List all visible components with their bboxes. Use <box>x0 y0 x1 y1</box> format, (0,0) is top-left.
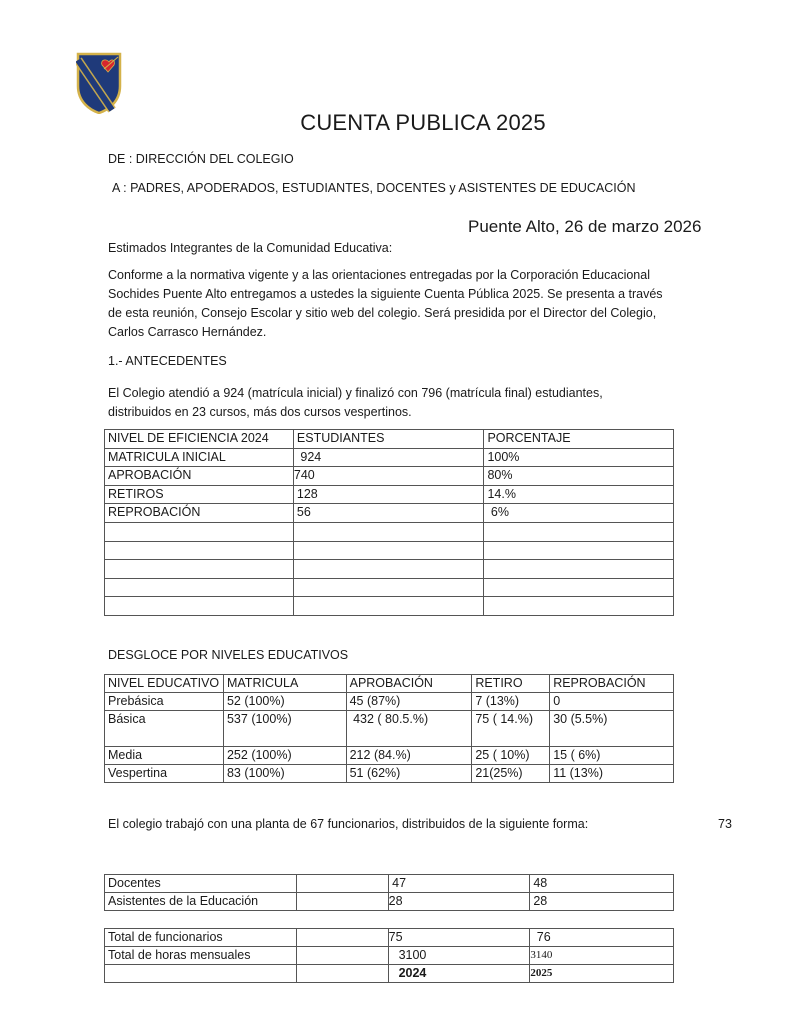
cell: 83 (100%) <box>223 765 346 783</box>
cell: Vespertina <box>105 765 224 783</box>
table-row <box>105 929 674 947</box>
cell: 56 <box>293 504 484 523</box>
header-cell: PORCENTAJE <box>484 430 674 449</box>
cell: 52 (100%) <box>223 693 346 711</box>
table-row-empty <box>105 522 674 541</box>
cell: 740 <box>293 467 484 486</box>
cell <box>296 929 388 947</box>
table-row <box>105 711 674 747</box>
cell: 28 <box>530 893 674 911</box>
cell: Total de horas mensuales <box>105 947 297 965</box>
cell: Básica <box>105 711 224 747</box>
cell: 45 (87%) <box>346 693 472 711</box>
table-header-row <box>105 430 674 449</box>
to-line: A : PADRES, APODERADOS, ESTUDIANTES, DOCENTES y ASISTENTES DE EDUCACIÓN <box>112 181 636 195</box>
cell: Total de funcionarios <box>105 929 297 947</box>
school-crest-logo <box>76 52 122 114</box>
date-line: Puente Alto, 26 de marzo 2026 <box>468 217 702 236</box>
intro-paragraph: Conforme a la normativa vigente y a las orientaciones entregadas por la Corporación Educacional Sochides Puente Alto entregamos a ustedes la siguiente Cuenta Pública 2025. Se presenta a través de esta reunión, Consejo Escolar y sitio web del colegio. Será presidida por el Director del Colegio, Carlos Carrasco Hernández. <box>108 268 663 339</box>
table-row <box>105 765 674 783</box>
section-heading-antecedentes: 1.- ANTECEDENTES <box>108 354 227 368</box>
document-title: CUENTA PUBLICA 2025 <box>300 110 546 135</box>
table-row-empty <box>105 578 674 597</box>
cell: REPROBACIÓN <box>105 504 294 523</box>
cell <box>296 875 388 893</box>
greeting: Estimados Integrantes de la Comunidad Educativa: <box>108 241 393 255</box>
table-row <box>105 747 674 765</box>
from-line: DE : DIRECCIÓN DEL COLEGIO <box>108 152 294 166</box>
header-cell: RETIRO <box>472 675 550 693</box>
header-cell: REPROBACIÓN <box>550 675 674 693</box>
cell: 15 ( 6%) <box>550 747 674 765</box>
header-cell: NIVEL EDUCATIVO <box>105 675 224 693</box>
cell: 11 (13%) <box>550 765 674 783</box>
cell: Docentes <box>105 875 297 893</box>
table-header-row <box>105 675 674 693</box>
header-cell: MATRICULA <box>223 675 346 693</box>
cell <box>296 965 388 983</box>
table-row <box>105 448 674 467</box>
staff-sentence: El colegio trabajó con una planta de 67 funcionarios, distribuidos de la siguiente forma: <box>108 817 589 831</box>
table-row <box>105 467 674 486</box>
cell: 6% <box>484 504 674 523</box>
cell: 21(25%) <box>472 765 550 783</box>
breakdown-heading: DESGLOCE POR NIVELES EDUCATIVOS <box>108 648 349 662</box>
cell: 3140 <box>530 947 674 965</box>
cell: 14.% <box>484 485 674 504</box>
table-row-empty <box>105 597 674 616</box>
table-row <box>105 875 674 893</box>
cell: RETIROS <box>105 485 294 504</box>
cell: 25 ( 10%) <box>472 747 550 765</box>
cell: 80% <box>484 467 674 486</box>
table-row <box>105 693 674 711</box>
totals-table <box>104 928 674 983</box>
table-row <box>105 893 674 911</box>
cell: 252 (100%) <box>223 747 346 765</box>
cell: 7 (13%) <box>472 693 550 711</box>
table-row <box>105 485 674 504</box>
header-cell: APROBACIÓN <box>346 675 472 693</box>
efficiency-table <box>104 429 674 616</box>
table-row <box>105 965 674 983</box>
antecedentes-paragraph: El Colegio atendió a 924 (matrícula inicial) y finalizó con 796 (matrícula final) estudiantes, distribuidos en 23 cursos, más dos cursos vespertinos. <box>108 386 603 419</box>
cell: 0 <box>550 693 674 711</box>
cell: 537 (100%) <box>223 711 346 747</box>
year-label-2024: 2024 <box>388 965 530 983</box>
cell: Media <box>105 747 224 765</box>
cell: 100% <box>484 448 674 467</box>
cell: 128 <box>293 485 484 504</box>
table-row-empty <box>105 560 674 579</box>
staff-table <box>104 874 674 911</box>
cell <box>296 893 388 911</box>
cell: 75 <box>388 929 530 947</box>
cell: 432 ( 80.5.%) <box>346 711 472 747</box>
cell: 47 <box>388 875 530 893</box>
table-row-empty <box>105 541 674 560</box>
cell: 30 (5.5%) <box>550 711 674 747</box>
header-cell: ESTUDIANTES <box>293 430 484 449</box>
cell: 75 ( 14.%) <box>472 711 550 747</box>
cell: 28 <box>388 893 530 911</box>
cell <box>296 947 388 965</box>
breakdown-table <box>104 674 674 783</box>
cell: 76 <box>530 929 674 947</box>
cell: Prebásica <box>105 693 224 711</box>
cell: MATRICULA INICIAL <box>105 448 294 467</box>
shield-icon <box>76 52 122 114</box>
cell <box>105 965 297 983</box>
cell: APROBACIÓN <box>105 467 294 486</box>
table-row <box>105 504 674 523</box>
cell: Asistentes de la Educación <box>105 893 297 911</box>
cell: 3100 <box>388 947 530 965</box>
header-cell: NIVEL DE EFICIENCIA 2024 <box>105 430 294 449</box>
table-row <box>105 947 674 965</box>
cell: 51 (62%) <box>346 765 472 783</box>
staff-side-number: 73 <box>718 817 732 831</box>
cell: 924 <box>293 448 484 467</box>
cell: 48 <box>530 875 674 893</box>
year-label-2025: 2025 <box>530 965 674 983</box>
cell: 212 (84.%) <box>346 747 472 765</box>
